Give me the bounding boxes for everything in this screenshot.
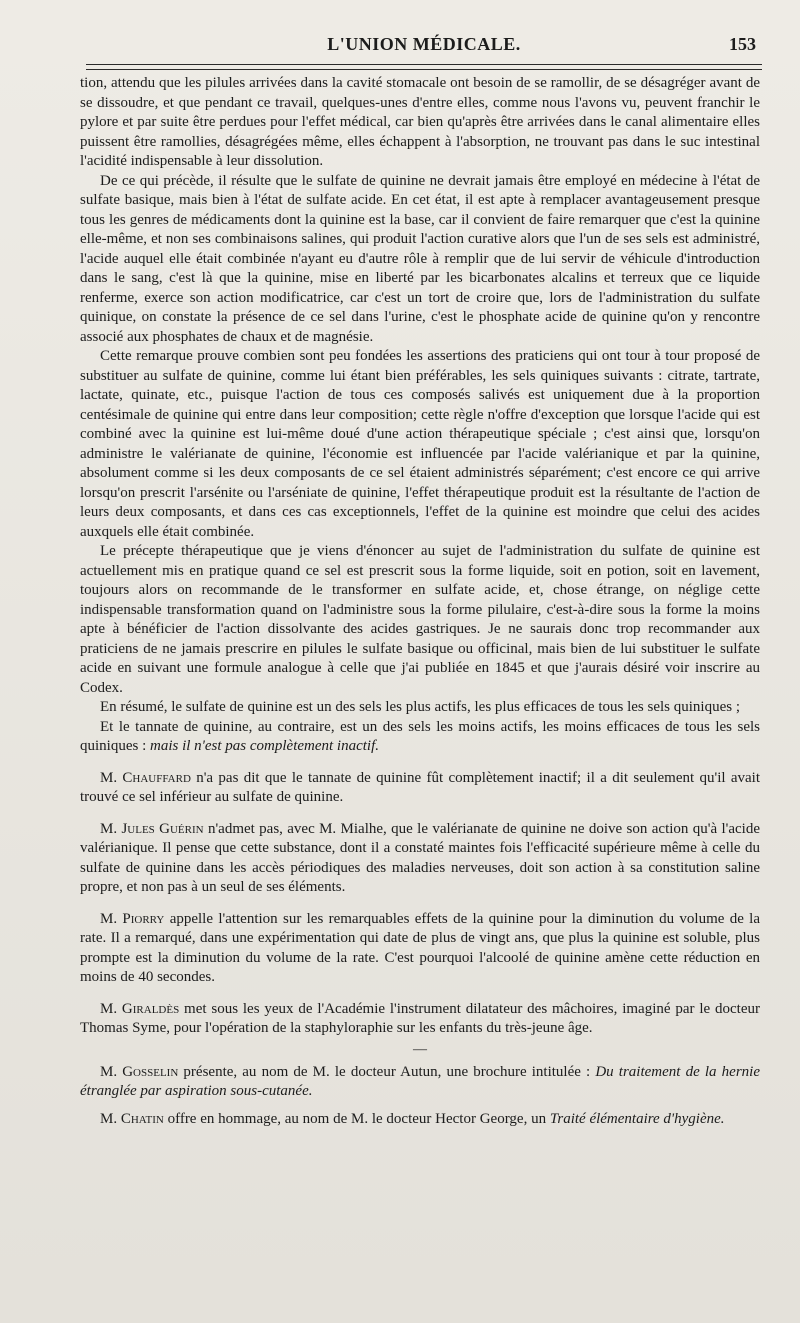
- speaker-name: M. Chauffard: [100, 769, 191, 786]
- paragraph: [80, 698, 760, 718]
- section-separator: —: [413, 1041, 427, 1057]
- paragraph-text: Et le tannate de quinine, au contraire, est un des sels les moins actifs, les moins efficaces de tous les sels quiniques :: [80, 718, 760, 754]
- paragraph-text: De ce qui précède, il résulte que le sulfate de quinine ne devrait jamais être employé en médecine à l'état de sulfate basique, mais bien à l'état de sulfate acide. En cet état, il est apte à remplacer avantageusement presque tous les genres de médicaments dont la quinine est la base, car il convient de faire remarquer que c'est la quinine elle-même, et non ses combinaisons salines, qui produit l'action curative alors que l'un de ses sels est administré, l'acide auquel elle était combinée n'ayant eu d'autre rôle à remplir que de lui servir de véhicule d'introduction dans le sang, c'est là que la quinine, mise en liberté par les bicarbonates alcalins et terreux que ce liquide renferme, exerce son action modificatrice, car c'est un tort de croire que, lors de l'administration du sulfate quinique, on constate la présence de ce sel dans l'urine, c'est le phosphate acide de quinine qu'on y rencontre associé aux phosphates de chaux et de magnésie.: [80, 172, 760, 345]
- page-number: 153: [729, 34, 756, 54]
- header-rule-thin: [86, 69, 762, 70]
- paragraph: [80, 172, 760, 348]
- paragraph: [80, 718, 760, 757]
- speaker-name: M. Chatin: [100, 1110, 164, 1127]
- speaker-name: M. Giraldès: [100, 1000, 180, 1017]
- paragraph-text: Le précepte thérapeutique que je viens d'énoncer au sujet de l'administration du sulfate de quinine est actuellement mis en pratique quand ce sel est prescrit sous la forme liquide, soit en potion, soit en lavement, toujours alors on recommande de le transformer en sulfate acide, et, chose étrange, on néglige cette indispensable transformation quand on l'administre sous la forme pilulaire, c'est-à-dire sous la forme la moins apte à bénéficier de l'action dissolvante des acides gastriques. Je ne saurais donc trop recommander aux praticiens de ne jamais prescrire en pilules le sulfate basique ou officinal, mais bien de lui substituer le sulfate acide en suivant une formule analogue à celle que j'ai publiée en 1845 et que j'aurais désiré voir inscrire au Codex.: [80, 543, 760, 696]
- speaker-name: M. Piorry: [100, 910, 165, 927]
- paragraph-text: Cette remarque prouve combien sont peu fondées les assertions des praticiens qui ont tour à tour proposé de substituer au sulfate de quinine, comme lui étant bien préférables, les sels quiniques suivants : citrate, tartrate, lactate, quinate, etc., puisque l'action de tous ces composés salivés est uniquement due à la proportion centésimale de quinine qui entre dans leur composition; cette règle n'offre d'exception que lorsque l'acide qui est combiné avec la quinine est lui-même doué d'une action thérapeutique spéciale ; c'est ainsi que, lorsqu'on administre le valérianate de quinine, l'économie est influencée par l'acide valérianique et par la quinine, absolument comme si les deux composants de ce sel étaient administrés séparément; c'est encore ce qui arrive lorsqu'on prescrit l'arsénite ou l'arséniate de quinine, l'effet thérapeutique produit est la résultante de l'action de leurs deux composants, et dans ces cas exceptionnels, l'effet de la quinine est moindre que celui des acides auxquels elle était combinée.: [80, 348, 760, 540]
- article-body: [80, 74, 760, 1141]
- paragraph-remark: [80, 1110, 760, 1130]
- paragraph-remark: [80, 1000, 760, 1039]
- paragraph: [80, 542, 760, 698]
- journal-title: L'UNION MÉDICALE.: [327, 34, 521, 54]
- paragraph-text: met sous les yeux de l'Académie l'instrument dilatateur des mâchoires, imaginé par le docteur Thomas Syme, pour l'opération de la staphyloraphie sur les enfants du très-jeune âge.: [80, 1000, 760, 1036]
- paragraph-remark: [80, 769, 760, 808]
- speaker-name: M. Jules Guérin: [100, 820, 204, 837]
- paragraph-text: appelle l'attention sur les remarquables effets de la quinine pour la diminution du volume de la rate. Il a remarqué, dans une expérimentation qui date de plus de vingt ans, que plus la quinine est soluble, plus prompte est la diminution du volume de la rate. C'est pourquoi l'alcoolé de quinine amène cette réduction en moins de 40 secondes.: [80, 910, 761, 985]
- paragraph-continuation: [80, 74, 760, 172]
- paragraph-italic-text: Traité élémentaire d'hygiène.: [549, 1110, 725, 1127]
- paragraph-text: présente, au nom de M. le docteur Autun, une brochure intitulée :: [183, 1063, 591, 1080]
- paragraph-remark: [80, 820, 760, 898]
- paragraph-remark: [80, 910, 760, 988]
- paragraph-italic-text: mais il n'est pas complètement inactif.: [150, 738, 380, 754]
- paragraph-text: En résumé, le sulfate de quinine est un des sels les plus actifs, les plus efficaces de tous les sels quiniques ;: [100, 699, 740, 715]
- paragraph: [80, 347, 760, 542]
- header-rule: [86, 64, 762, 65]
- speaker-name: M. Gosselin: [100, 1063, 179, 1080]
- running-header: [86, 30, 762, 62]
- paragraph-text: offre en hommage, au nom de M. le docteur Hector George, un: [167, 1110, 547, 1127]
- paragraph-remark: [80, 1063, 760, 1102]
- paragraph-italic-text: Du traitement de la hernie étranglée par aspiration sous-cutanée.: [80, 1063, 760, 1099]
- paragraph-text: tion, attendu que les pilules arrivées dans la cavité stomacale ont besoin de se ramollir, de se désagréger avant de se dissoudre, et que pendant ce travail, quelques-unes d'entre elles, comme nous l'avons vu, peuvent franchir le pylore et par suite être perdues pour l'effet médical, car bien qu'après être arrivées dans le canal alimentaire elles puissent être ramollies, désagrégées même, elles échappent à l'absorption, ne trouvant pas dans le suc intestinal l'acidité indispensable à leur dissolution.: [80, 75, 760, 169]
- paragraph-text: n'a pas dit que le tannate de quinine fût complètement inactif; il a dit seulement qu'il avait trouvé ce sel inférieur au sulfate de quinine.: [80, 769, 761, 805]
- paragraph-text: n'admet pas, avec M. Mialhe, que le valérianate de quinine ne doive son action qu'à l'acide valérianique. Il pense que cette substance, dont il a constaté maintes fois l'efficacité supérieure même à celle du sulfate de quinine dans les accès périodiques des maladies nerveuses, doit son action à sa constitution saline propre, et non pas à un seul de ses éléments.: [80, 820, 760, 895]
